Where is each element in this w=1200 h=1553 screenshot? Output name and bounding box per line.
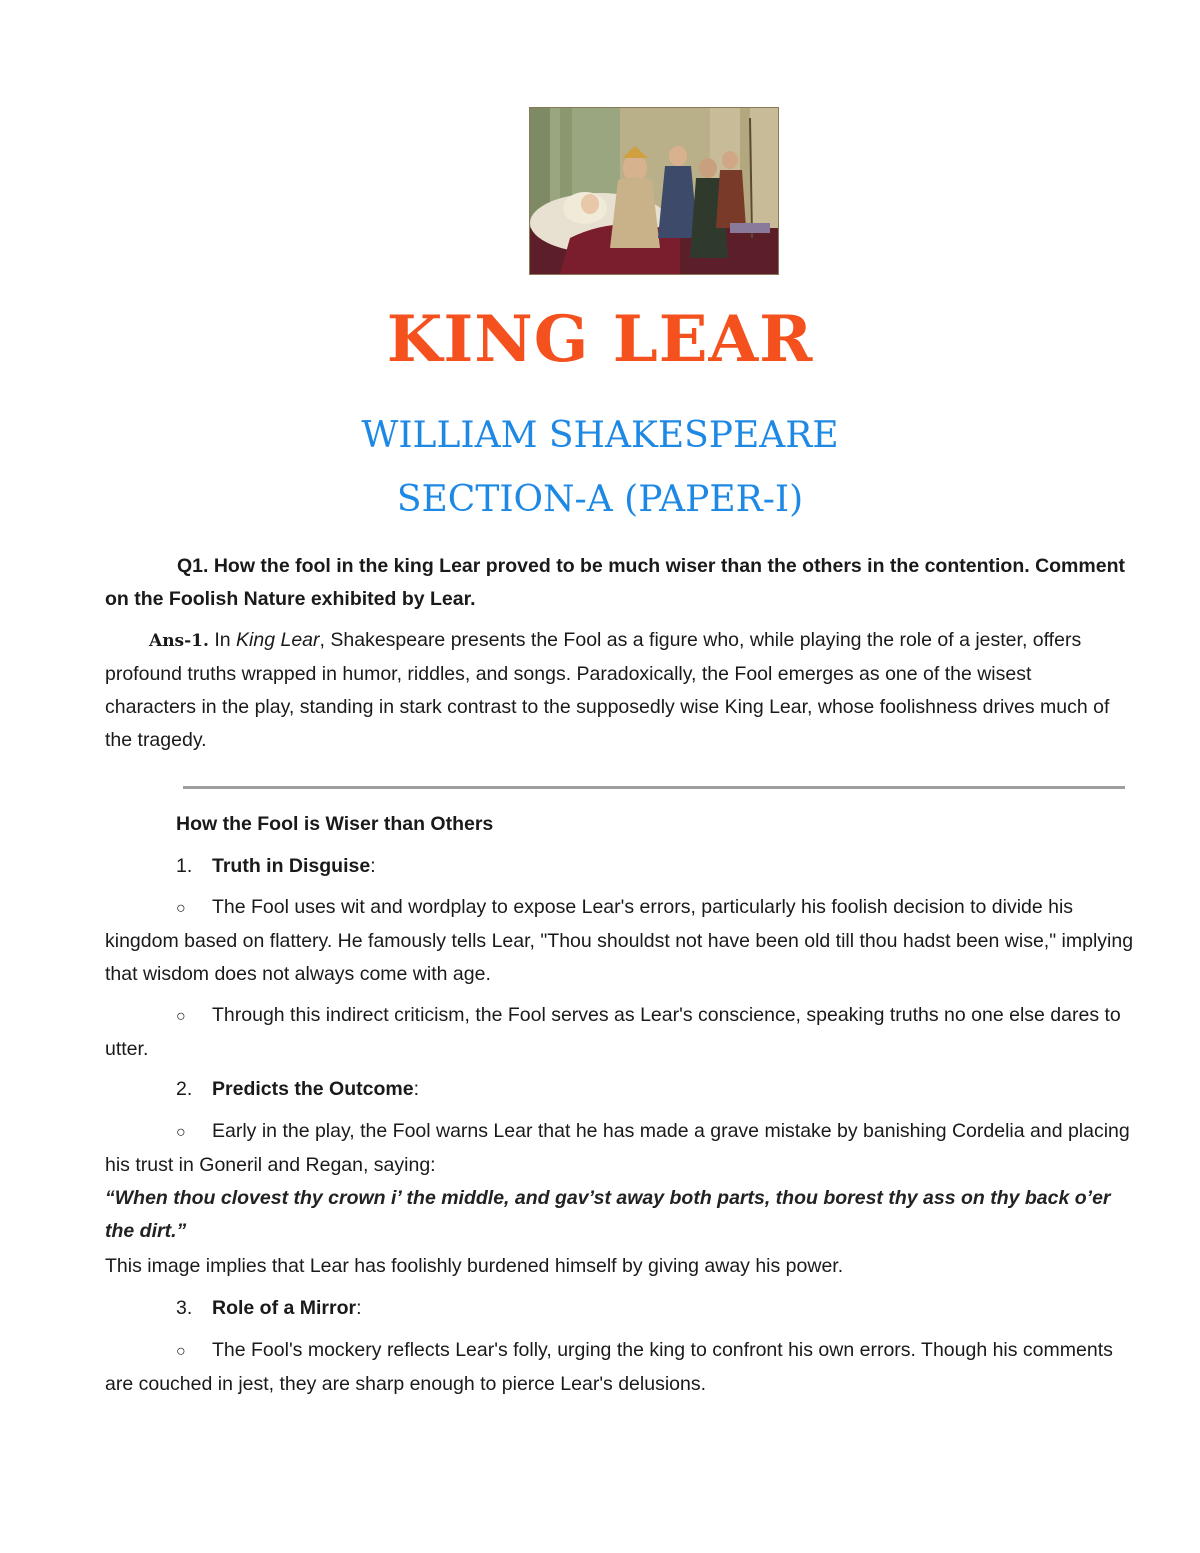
item-label: Predicts the Outcome <box>212 1078 414 1100</box>
numbered-item-3 <box>176 1292 362 1325</box>
item-label: Truth in Disguise <box>212 855 371 877</box>
question-text <box>105 550 1125 616</box>
item-colon: : <box>356 1297 362 1319</box>
section-heading: SECTION-A (PAPER-I) <box>396 479 804 520</box>
quote-explanation: This image implies that Lear has foolishly burdened himself by giving away his power. <box>105 1255 844 1277</box>
author-name: WILLIAM SHAKESPEARE <box>361 415 839 456</box>
hollow-circle-bullet-icon: ○ <box>176 1008 186 1025</box>
numbered-item-1 <box>176 850 376 883</box>
bullet-paragraph <box>105 999 1135 1066</box>
illustration-artwork <box>530 108 778 274</box>
answer-text-pre: In <box>208 629 237 651</box>
hollow-circle-bullet-icon: ○ <box>176 1124 186 1141</box>
answer-label: Ans-1. <box>149 631 209 651</box>
bullet-text: The Fool uses wit and wordplay to expose Lear's errors, particularly his foolish decision to divide his kingdom based on flattery. He famously tells Lear, "Thou shouldst not have been old till thou hadst been wise," implying that wisdom does not always come with age. <box>105 896 1134 985</box>
question-body: Q1. How the fool in the king Lear proved to be much wiser than the others in the contention. Comment on the Foolish Nature exhibited by Lear. <box>105 555 1125 610</box>
item-number: 2. <box>176 1078 193 1100</box>
subsection-heading: How the Fool is Wiser than Others <box>176 813 494 835</box>
item-number: 1. <box>176 855 193 877</box>
answer-paragraph <box>105 624 1125 757</box>
item-number: 3. <box>176 1297 193 1319</box>
play-title-italic: King Lear <box>236 629 320 651</box>
bullet-text: The Fool's mockery reflects Lear's folly, urging the king to confront his own errors. Though his comments are couched in jest, they are sharp enough to pierce Lear's delusions. <box>105 1339 1113 1395</box>
hollow-circle-bullet-icon: ○ <box>176 1343 186 1360</box>
document-title: KING LEAR <box>386 302 814 377</box>
item-colon: : <box>370 855 376 877</box>
bullet-paragraph <box>105 1334 1135 1401</box>
horizontal-divider <box>183 786 1125 789</box>
item-colon: : <box>413 1078 419 1100</box>
numbered-item-2 <box>176 1073 419 1106</box>
king-lear-illustration <box>529 107 779 275</box>
fool-quote: “When thou clovest thy crown i’ the middle, and gav’st away both parts, thou borest thy ass on thy back o’er the dirt.” <box>105 1187 1111 1242</box>
bullet-paragraph <box>105 1115 1135 1182</box>
bullet-paragraph <box>105 891 1135 991</box>
bullet-text: Early in the play, the Fool warns Lear that he has made a grave mistake by banishing Cordelia and placing his trust in Goneril and Regan, saying: <box>105 1120 1130 1176</box>
bullet-text: Through this indirect criticism, the Fool serves as Lear's conscience, speaking truths no one else dares to utter. <box>105 1004 1121 1060</box>
item-label: Role of a Mirror <box>212 1297 357 1319</box>
hollow-circle-bullet-icon: ○ <box>176 900 186 917</box>
answer-text-post: , Shakespeare presents the Fool as a figure who, while playing the role of a jester, offers profound truths wrapped in humor, riddles, and songs. Paradoxically, the Fool emerges as one of the wisest characters in the play, standing in stark contrast to the supposedly wise King Lear, whose foolishness drives much of the tragedy. <box>105 629 1110 751</box>
